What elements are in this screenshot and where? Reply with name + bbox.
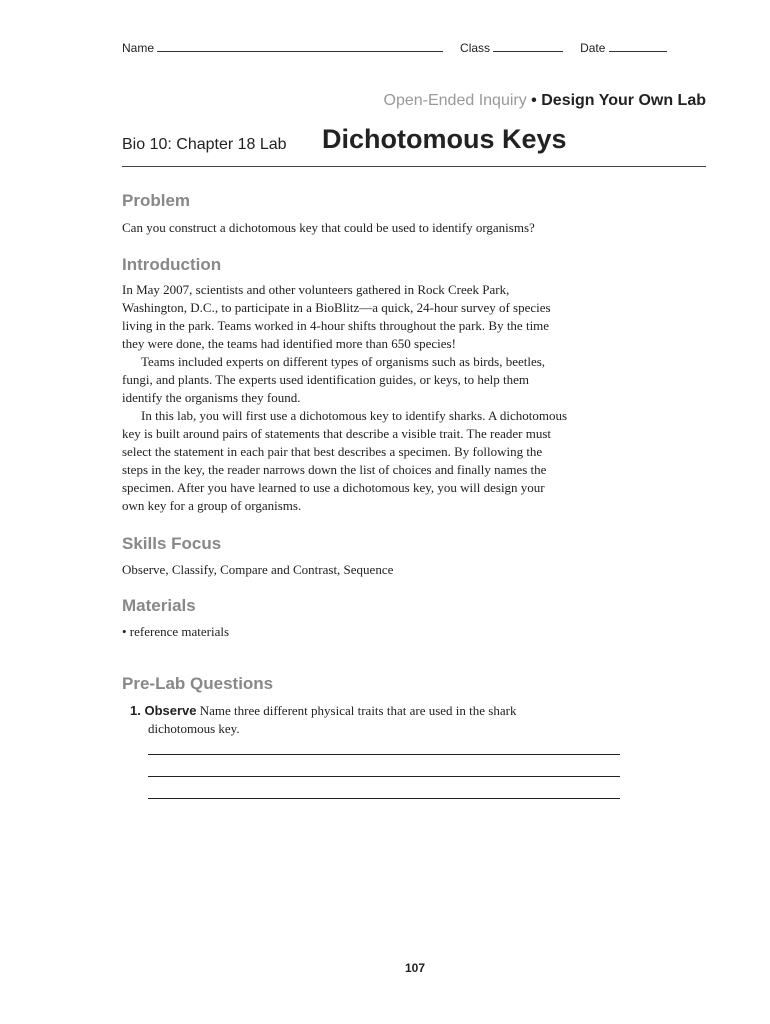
name-label: Name	[122, 41, 155, 55]
prelab-question-1	[130, 702, 610, 738]
subtitle-design: Design Your Own Lab	[541, 92, 706, 109]
intro-line: Washington, D.C., to participate in a BioBlitz—a quick, 24-hour survey of species	[122, 300, 551, 315]
answer-line-1[interactable]	[148, 754, 620, 755]
intro-line: they were done, the teams had identified more than 650 species!	[122, 336, 456, 351]
skills-heading: Skills Focus	[122, 534, 222, 553]
chapter-label: Bio 10: Chapter 18 Lab	[122, 136, 287, 153]
prelab-heading: Pre-Lab Questions	[122, 674, 274, 693]
intro-line: In this lab, you will first use a dichotomous key to identify sharks. A dichotomous	[141, 408, 568, 423]
problem-heading: Problem	[122, 191, 191, 210]
skills-text: Observe, Classify, Compare and Contrast, Sequence	[122, 562, 394, 577]
intro-line: fungi, and plants. The experts used identification guides, or keys, to help them	[122, 372, 530, 387]
intro-line: key is built around pairs of statements that describe a visible trait. The reader must	[122, 426, 551, 441]
page-number: 107	[404, 961, 426, 975]
intro-line: steps in the key, the reader narrows down the list of choices and finally names the	[122, 462, 547, 477]
intro-line: living in the park. Teams worked in 4-hour shifts throughout the park. By the time	[122, 318, 550, 333]
intro-line: Teams included experts on different types of organisms such as birds, beetles,	[141, 354, 546, 369]
subtitle-inquiry: Open-Ended Inquiry	[383, 92, 527, 109]
page-title: Dichotomous Keys	[322, 124, 567, 154]
name-field[interactable]	[157, 40, 443, 52]
problem-text: Can you construct a dichotomous key that could be used to identify organisms?	[122, 220, 535, 235]
date-label: Date	[580, 41, 606, 55]
class-field[interactable]	[493, 40, 563, 52]
header-fields	[122, 40, 667, 55]
class-label: Class	[460, 41, 491, 55]
intro-line: specimen. After you have learned to use a dichotomous key, you will design your	[122, 480, 545, 495]
materials-text: • reference materials	[122, 624, 230, 639]
question-text: Name three different physical traits that are used in the shark	[196, 703, 517, 718]
introduction-body	[122, 281, 622, 515]
lab-type-subtitle	[384, 92, 706, 110]
introduction-heading: Introduction	[122, 255, 222, 274]
question-number: 1. Observe	[130, 703, 197, 718]
question-text-cont: dichotomous key.	[148, 721, 240, 736]
title-divider	[122, 166, 706, 167]
intro-line: own key for a group of organisms.	[122, 498, 302, 513]
intro-line: In May 2007, scientists and other volunteers gathered in Rock Creek Park,	[122, 282, 510, 297]
materials-heading: Materials	[122, 596, 196, 615]
answer-line-3[interactable]	[148, 798, 620, 799]
date-field[interactable]	[609, 40, 667, 52]
answer-line-2[interactable]	[148, 776, 620, 777]
intro-line: select the statement in each pair that best describes a specimen. By following the	[122, 444, 543, 459]
subtitle-bullet: •	[531, 92, 537, 109]
intro-line: identify the organisms they found.	[122, 390, 301, 405]
